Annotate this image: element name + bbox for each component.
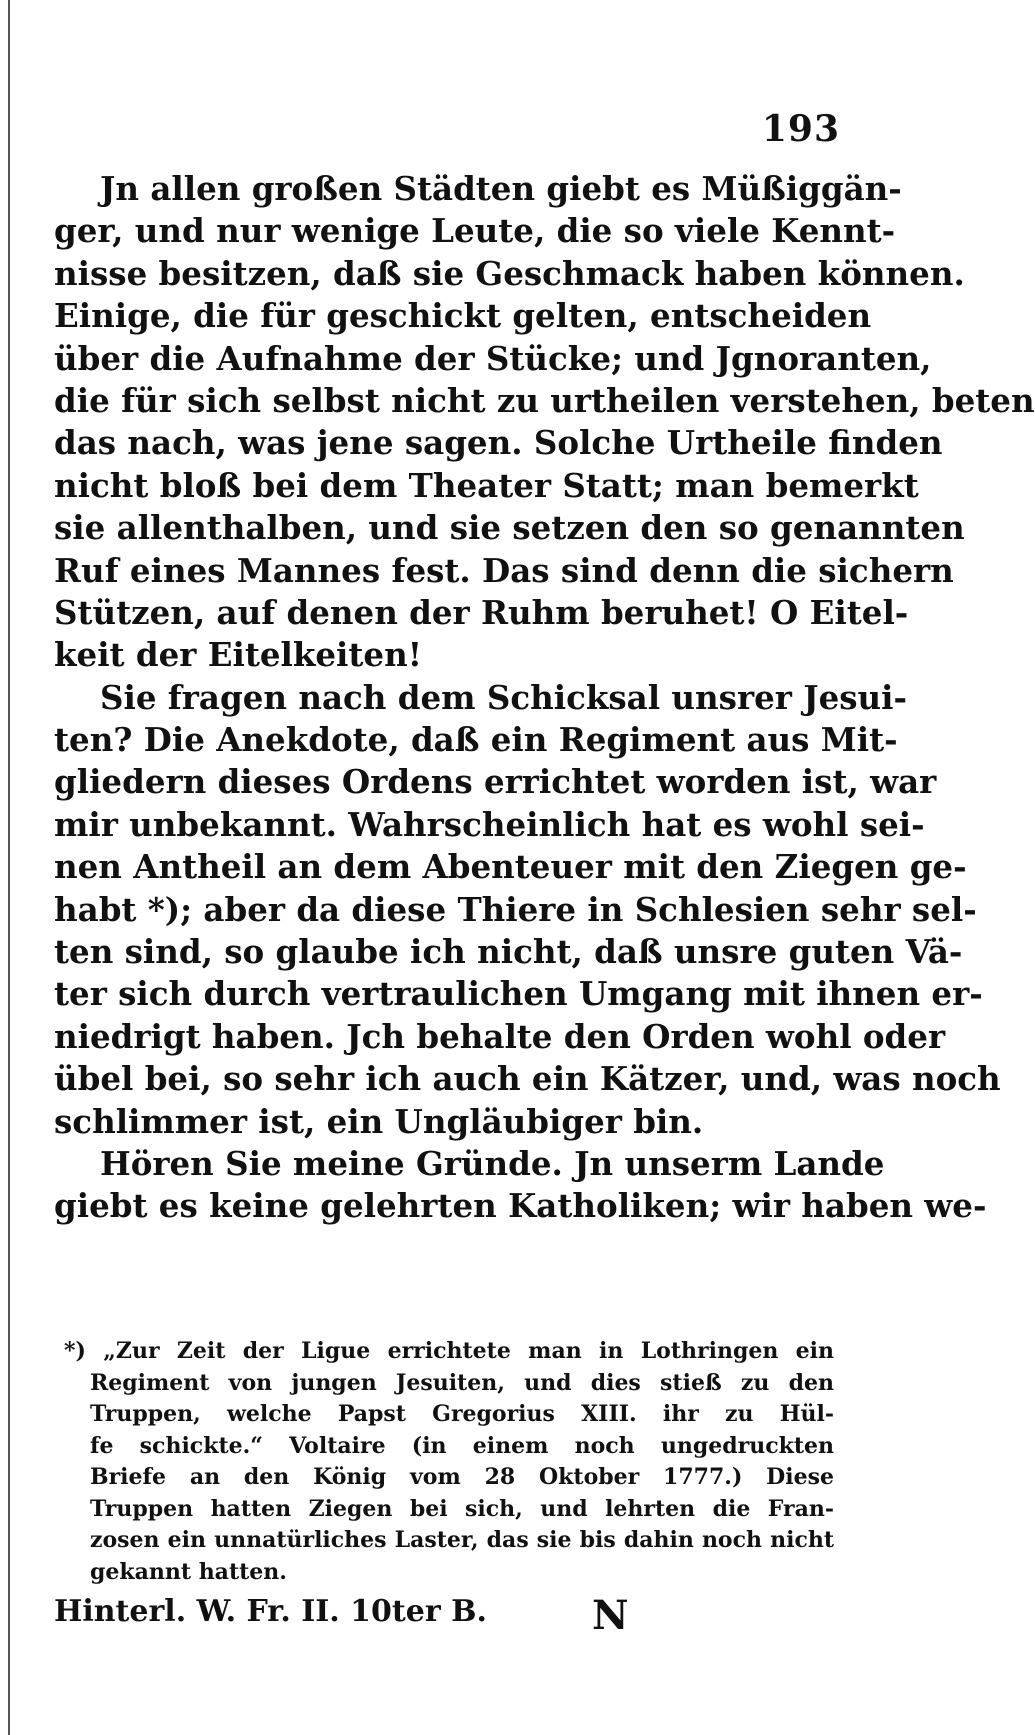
text-line: über die Aufnahme der Stücke; und Jgnoranten,: [54, 338, 932, 378]
footnote: [54, 1336, 834, 1588]
text-line: ten sind, so glaube ich nicht, daß unsre guten Vä-: [54, 932, 963, 972]
body-text: [54, 168, 1035, 1228]
text-line: die für sich selbst nicht zu urtheilen verstehen, beten: [54, 380, 1035, 420]
text-line: schlimmer ist, ein Ungläubiger bin.: [54, 1101, 704, 1141]
text-line: Einige, die für geschickt gelten, entscheiden: [54, 296, 872, 336]
text-line: mir unbekannt. Wahrscheinlich hat es wohl sei-: [54, 804, 925, 844]
text-line: niedrigt haben. Jch behalte den Orden wohl oder: [54, 1016, 946, 1056]
footnote-line: Truppen hatten Ziegen bei sich, und lehrten die Fran-: [90, 1495, 834, 1522]
text-line: Ruf eines Mannes fest. Das sind denn die sichern: [54, 550, 954, 590]
page-number: 193: [761, 108, 840, 150]
text-line: nisse besitzen, daß sie Geschmack haben können.: [54, 253, 965, 293]
footnote-line: Briefe an den König vom 28 Oktober 1777.) Diese: [90, 1464, 834, 1490]
text-line: nicht bloß bei dem Theater Statt; man bemerkt: [54, 465, 919, 505]
footnote-line: zosen ein unnatürliches Laster, das sie bis dahin noch nicht: [90, 1527, 834, 1553]
printer-signature: Hinterl. W. Fr. II. 10ter B.: [54, 1594, 487, 1629]
text-line: Stützen, auf denen der Ruhm beruhet! O Eitel-: [54, 592, 909, 632]
text-line: übel bei, so sehr ich auch ein Kätzer, und, was noch: [54, 1059, 1001, 1099]
text-line: giebt es keine gelehrten Katholiken; wir haben we-: [54, 1186, 987, 1226]
footnote-line: fe schickte.“ Voltaire (in einem noch ungedruckten: [90, 1432, 834, 1459]
text-line: Sie fragen nach dem Schicksal unsrer Jesui-: [100, 677, 908, 717]
text-line: nen Antheil an dem Abenteuer mit den Ziegen ge-: [54, 847, 967, 887]
text-line: ger, und nur wenige Leute, die so viele Kennt-: [54, 211, 896, 251]
text-line: ten? Die Anekdote, daß ein Regiment aus Mit-: [54, 720, 898, 760]
text-line: Jn allen großen Städten giebt es Müßiggän-: [100, 169, 902, 208]
sheet-mark: N: [592, 1592, 629, 1639]
text-line: sie allenthalben, und sie setzen den so genannten: [54, 508, 965, 548]
text-line: Hören Sie meine Gründe. Jn unserm Lande: [100, 1143, 885, 1183]
page-edge-rule: [8, 0, 10, 1735]
text-line: ter sich durch vertraulichen Umgang mit ihnen er-: [54, 974, 983, 1014]
text-line: das nach, was jene sagen. Solche Urtheile finden: [54, 423, 943, 463]
footnote-line: gekannt hatten.: [90, 1558, 287, 1585]
footnote-line: Truppen, welche Papst Gregorius XIII. ihr zu Hül-: [90, 1401, 834, 1427]
text-line: habt *); aber da diese Thiere in Schlesien sehr sel-: [54, 889, 977, 929]
text-line: gliedern dieses Ordens errichtet worden ist, war: [54, 762, 937, 802]
footnote-line: Regiment von jungen Jesuiten, und dies stieß zu den: [90, 1369, 834, 1396]
text-line: keit der Eitelkeiten!: [54, 635, 422, 675]
footnote-line: *) „Zur Zeit der Ligue errichtete man in Lothringen ein: [64, 1338, 834, 1364]
